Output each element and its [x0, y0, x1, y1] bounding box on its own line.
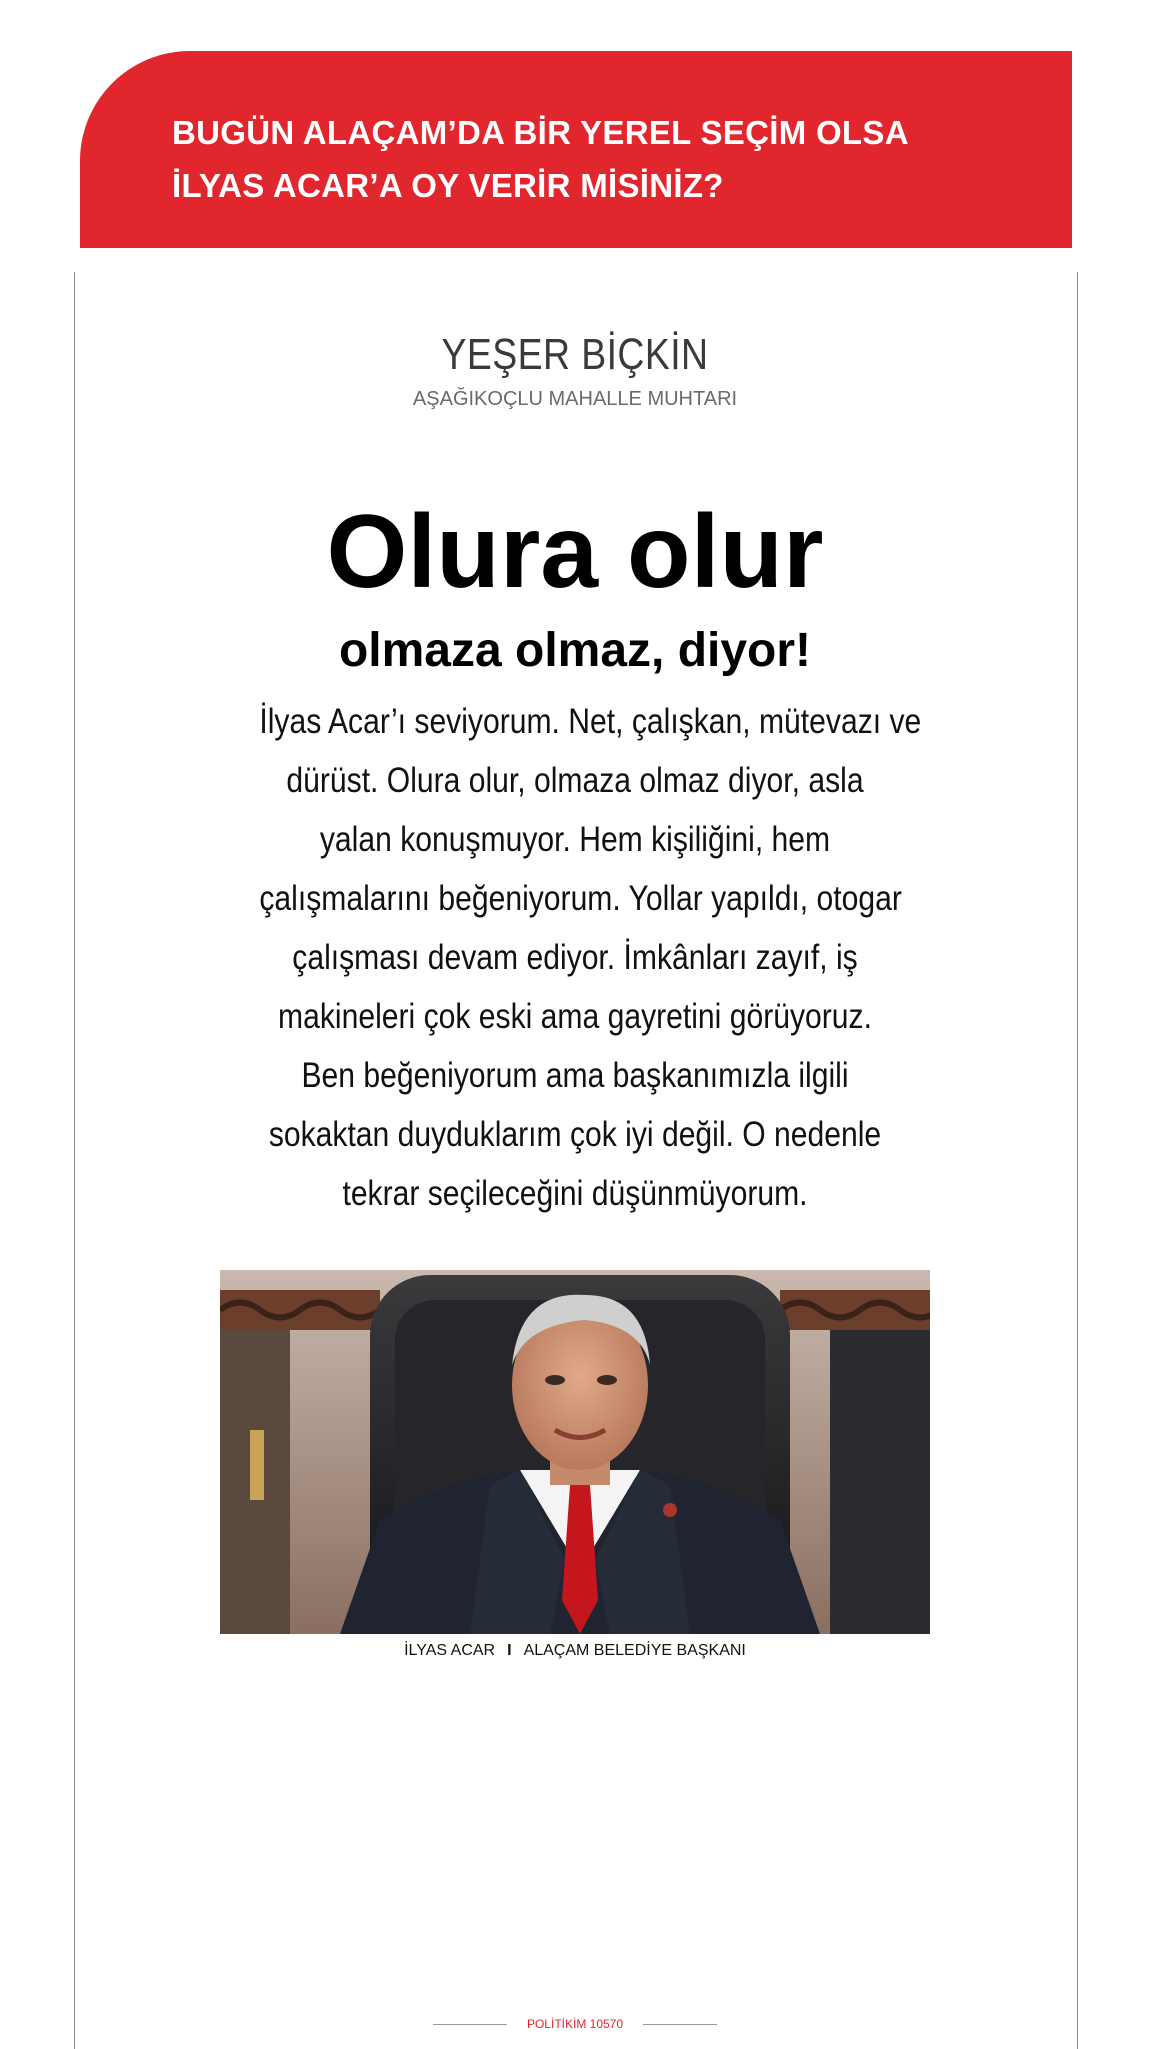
caption-name: İLYAS ACAR — [404, 1642, 496, 1659]
body-line: yalan konuşmuyor. Hem kişiliğini, hem — [319, 820, 831, 859]
mayor-portrait-photo — [220, 1270, 930, 1634]
banner-question-line-2: İLYAS ACAR’A OY VERİR MİSİNİZ? — [172, 167, 724, 204]
portrait-illustration — [220, 1270, 930, 1634]
banner-question-line-1: BUGÜN ALAÇAM’DA BİR YEREL SEÇİM OLSA — [172, 114, 909, 151]
headline: Olura olur — [326, 494, 824, 610]
body-line: çalışması devam ediyor. İmkânları zayıf, iş — [292, 938, 858, 977]
subheadline: olmaza olmaz, diyor! — [338, 624, 812, 677]
body-line: Ben beğeniyorum ama başkanımızla ilgili — [301, 1056, 849, 1095]
caption-title: ALAÇAM BELEDİYE BAŞKANI — [523, 1642, 746, 1659]
question-banner — [80, 51, 1072, 248]
body-line: makineleri çok eski ama gayretini görüyoruz. — [278, 997, 872, 1036]
body-line: dürüst. Olura olur, olmaza olmaz diyor, asla — [286, 761, 864, 800]
caption-separator: I — [507, 1642, 512, 1659]
body-line: sokaktan duyduklarım çok iyi değil. O nedenle — [268, 1115, 882, 1154]
body-line: çalışmalarını beğeniyorum. Yollar yapıldı, otogar — [259, 879, 902, 918]
footer-left-rule — [433, 2024, 507, 2025]
footer-right-rule — [643, 2024, 717, 2025]
footer-page-label: POLİTİKİM 10570 — [526, 2017, 624, 2031]
author-name: YEŞER BİÇKİN — [441, 330, 709, 379]
article-body — [208, 692, 942, 1223]
body-line: İlyas Acar’ı seviyorum. Net, çalışkan, mütevazı ve — [259, 702, 922, 741]
banner-question — [172, 106, 1032, 212]
body-line: tekrar seçileceğini düşünmüyorum. — [342, 1174, 808, 1213]
photo-caption — [0, 1642, 1150, 1660]
author-role: AŞAĞIKOÇLU MAHALLE MUHTARI — [412, 388, 738, 410]
page-footer — [0, 2017, 1150, 2031]
